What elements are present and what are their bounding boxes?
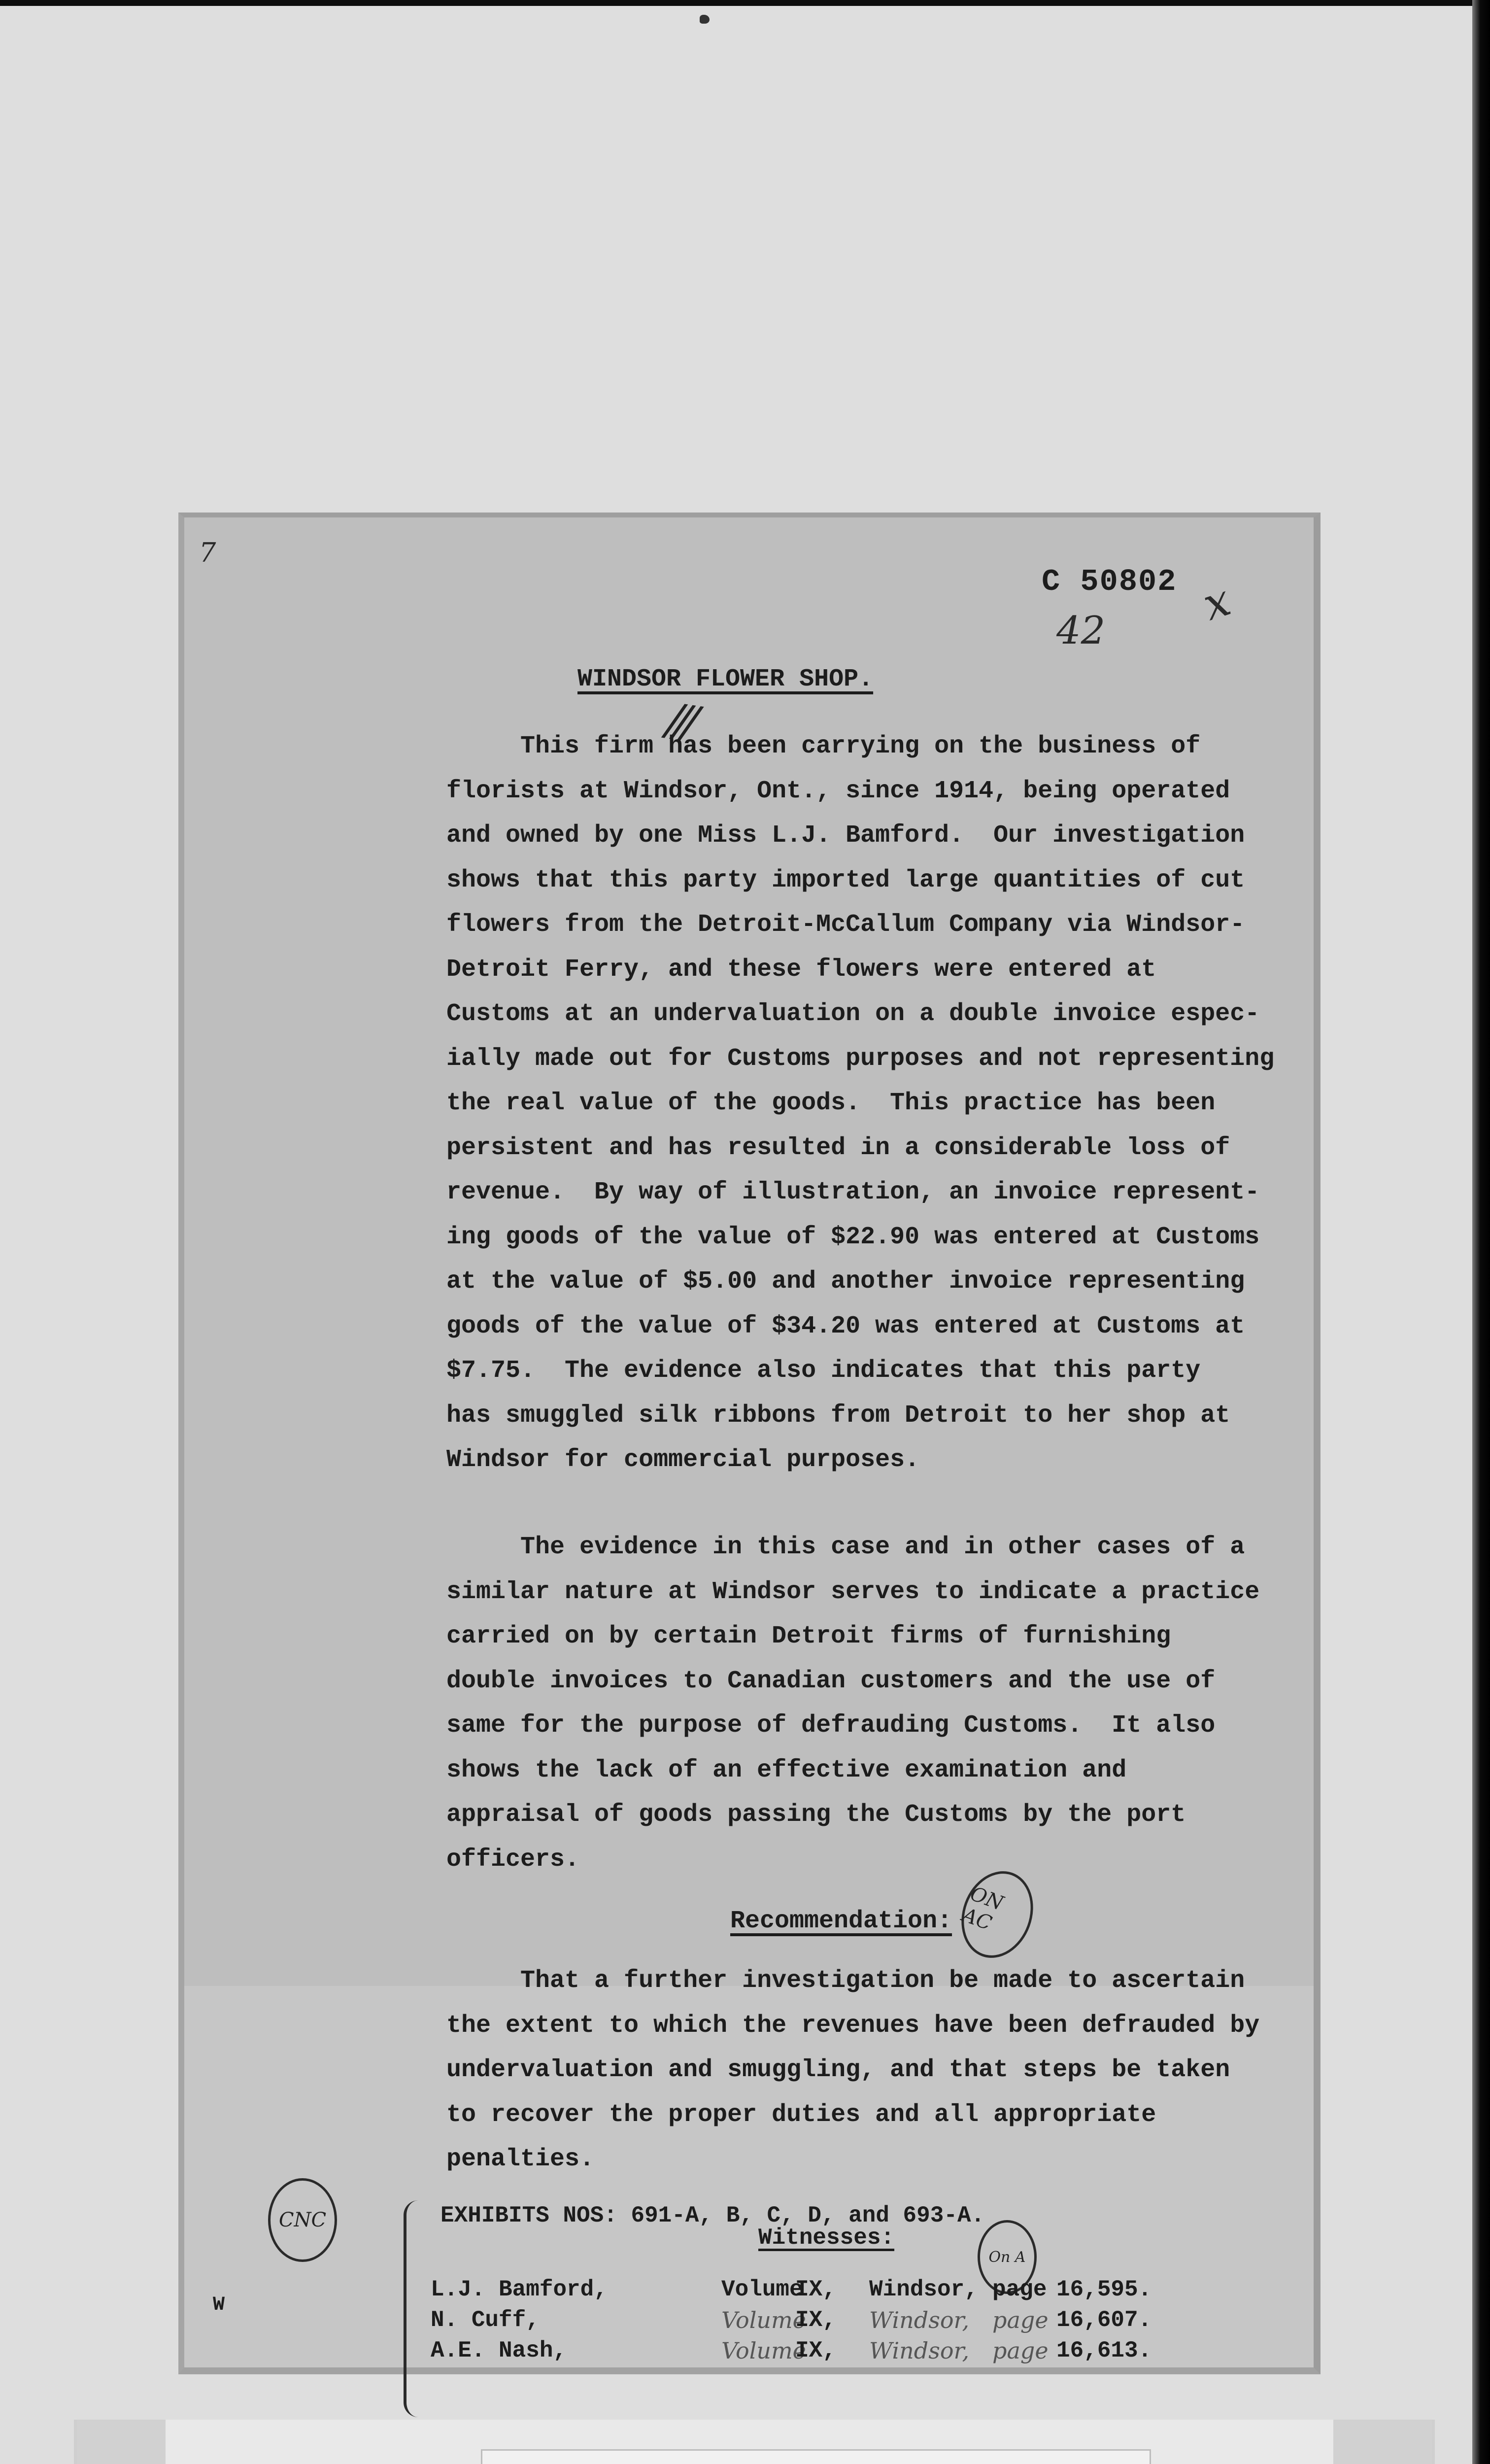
witness-volume: IX, bbox=[795, 2338, 836, 2363]
text-line: same for the purpose of defrauding Customs. It also bbox=[446, 1711, 1216, 1740]
handwritten-mark-top-left: 7 bbox=[199, 537, 216, 568]
witness-page: 16,595. bbox=[1056, 2277, 1152, 2302]
text-line: Detroit Ferry, and these flowers were entered at bbox=[446, 955, 1156, 984]
film-edge-top bbox=[0, 0, 1490, 6]
text-line: persistent and has resulted in a considerable loss of bbox=[446, 1133, 1230, 1162]
text-line: the real value of the goods. This practice has been bbox=[446, 1089, 1216, 1117]
tally-mark: /// bbox=[663, 693, 695, 748]
text-line: shows the lack of an effective examination and bbox=[446, 1756, 1127, 1784]
archive-label-card bbox=[74, 2420, 1435, 2464]
handwritten-circled-note-icon: CNC bbox=[268, 2178, 337, 2262]
text-line: undervaluation and smuggling, and that steps be taken bbox=[446, 2056, 1230, 2084]
witness-name: L.J. Bamford, bbox=[431, 2277, 608, 2302]
text-line: to recover the proper duties and all appropriate bbox=[446, 2100, 1156, 2129]
witness-row bbox=[431, 2335, 1151, 2366]
witness-name: A.E. Nash, bbox=[431, 2338, 567, 2363]
witness-volume-label: Volume bbox=[721, 2307, 806, 2333]
witness-place: Windsor, bbox=[869, 2337, 970, 2364]
margin-letter: W bbox=[213, 2294, 225, 2316]
text-line: has smuggled silk ribbons from Detroit to her shop at bbox=[446, 1401, 1230, 1430]
film-speck bbox=[700, 15, 710, 24]
paragraph-recommendation bbox=[446, 1959, 1284, 2182]
tape-strip bbox=[1333, 2420, 1432, 2464]
witness-page: 16,613. bbox=[1056, 2338, 1152, 2363]
text-line: The evidence in this case and in other cases of a bbox=[446, 1533, 1245, 1561]
witness-volume-label: Volume bbox=[721, 2277, 803, 2302]
witness-row bbox=[431, 2305, 1151, 2335]
text-line: double invoices to Canadian customers and the use of bbox=[446, 1667, 1216, 1695]
tape-strip bbox=[77, 2420, 166, 2464]
text-line: revenue. By way of illustration, an invoice represent- bbox=[446, 1178, 1260, 1206]
text-line: $7.75. The evidence also indicates that this party bbox=[446, 1357, 1201, 1385]
text-line: florists at Windsor, Ont., since 1914, being operated bbox=[446, 777, 1230, 805]
witnesses-list bbox=[431, 2274, 1151, 2366]
handwritten-page-number: 42 bbox=[1056, 609, 1106, 653]
text-line: carried on by certain Detroit firms of furnishing bbox=[446, 1622, 1171, 1650]
text-line: and owned by one Miss L.J. Bamford. Our investigation bbox=[446, 821, 1245, 850]
text-line: flowers from the Detroit-McCallum Company via Windsor- bbox=[446, 911, 1245, 939]
witness-volume: IX, bbox=[795, 2307, 836, 2333]
witness-page-label: page bbox=[992, 2307, 1049, 2333]
handwritten-brace-icon bbox=[404, 2200, 421, 2417]
text-line: the extent to which the revenues have been defrauded by bbox=[446, 2011, 1260, 2040]
film-edge-right bbox=[1472, 0, 1490, 2464]
witness-place: Windsor, bbox=[869, 2277, 978, 2302]
witness-page: 16,607. bbox=[1056, 2307, 1152, 2333]
text-line: similar nature at Windsor serves to indicate a practice bbox=[446, 1577, 1260, 1606]
text-line: Customs at an undervaluation on a double invoice espec- bbox=[446, 1000, 1260, 1028]
text-line: appraisal of goods passing the Customs by the port bbox=[446, 1801, 1186, 1829]
witness-page-label: page bbox=[992, 2277, 1047, 2302]
handwritten-circled-note-icon: On A bbox=[978, 2220, 1037, 2294]
handwritten-check-mark: x bbox=[1197, 574, 1237, 631]
text-line: ially made out for Customs purposes and not representing bbox=[446, 1044, 1275, 1073]
text-line: ing goods of the value of $22.90 was entered at Customs bbox=[446, 1223, 1260, 1251]
text-line: at the value of $5.00 and another invoice representing bbox=[446, 1267, 1245, 1296]
witness-page-label: page bbox=[992, 2337, 1049, 2364]
exhibits-line: EXHIBITS NOS: 691-A, B, C, D, and 693-A. bbox=[440, 2203, 985, 2228]
text-line: Windsor for commercial purposes. bbox=[446, 1446, 920, 1474]
reference-number: C 50802 bbox=[1042, 564, 1177, 599]
witness-place: Windsor, bbox=[869, 2307, 970, 2333]
handwritten-circled-note-icon: ON AC bbox=[949, 1861, 1045, 1968]
witness-volume: IX, bbox=[795, 2277, 836, 2302]
text-line: That a further investigation be made to ascertain bbox=[446, 1967, 1245, 1995]
witness-name: N. Cuff, bbox=[431, 2307, 540, 2333]
text-line: penalties. bbox=[446, 2145, 595, 2173]
text-line: officers. bbox=[446, 1845, 580, 1874]
recommendation-heading: Recommendation: bbox=[730, 1907, 952, 1935]
memo-title: WINDSOR FLOWER SHOP. bbox=[577, 665, 874, 693]
witness-row bbox=[431, 2274, 1151, 2305]
text-line: shows that this party imported large quantities of cut bbox=[446, 866, 1245, 894]
text-line: This firm has been carrying on the business of bbox=[446, 732, 1201, 760]
typed-memo-page bbox=[178, 513, 1321, 2374]
text-line: goods of the value of $34.20 was entered at Customs at bbox=[446, 1312, 1245, 1340]
witnesses-heading: Witnesses: bbox=[758, 2225, 895, 2251]
paragraph-practice bbox=[446, 1525, 1284, 1882]
paragraph-findings bbox=[446, 724, 1284, 1483]
witness-volume-label: Volume bbox=[721, 2337, 806, 2364]
collection-slip bbox=[481, 2449, 1151, 2464]
